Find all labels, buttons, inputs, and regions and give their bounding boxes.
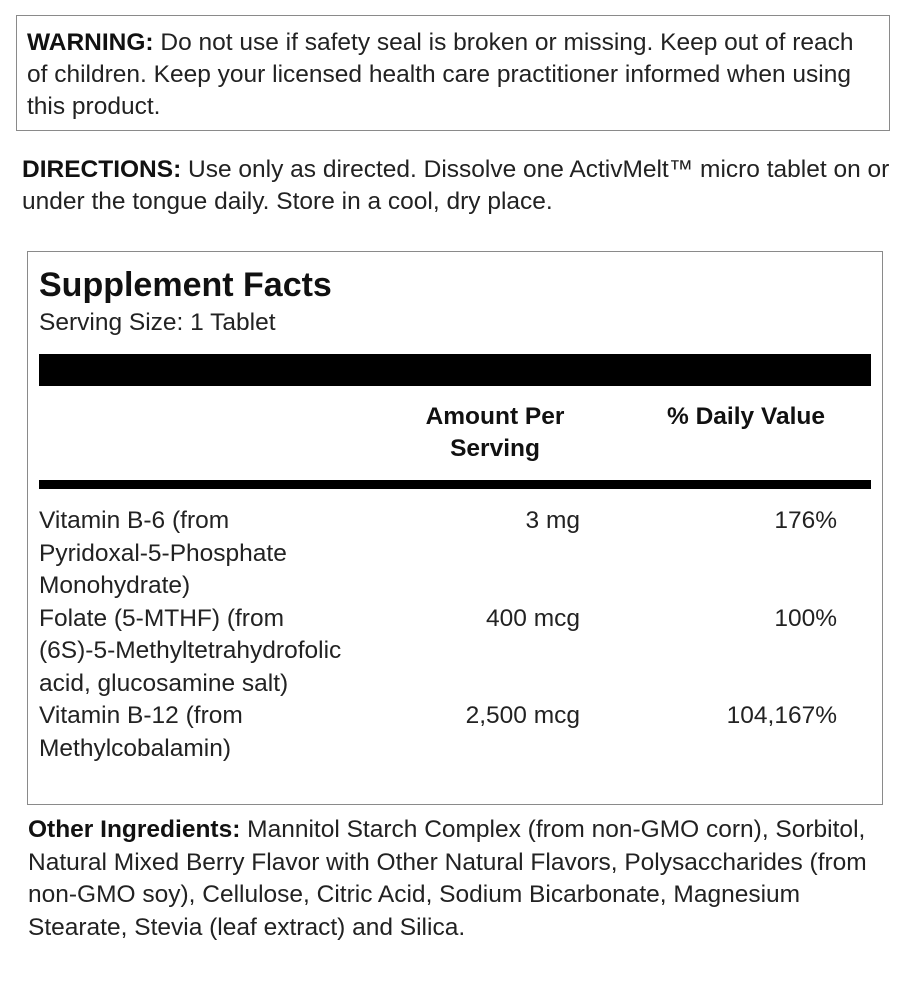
nutrient-name: Vitamin B-12 (from Methylcobalamin) — [39, 702, 243, 762]
supplement-facts-title: Supplement Facts — [39, 266, 332, 304]
warning-box — [16, 15, 890, 131]
nutrient-row — [39, 505, 871, 603]
warning-text: Do not use if safety seal is broken or missing. Keep out of reach of children. Keep your licensed health care practitioner informed when using this product. — [27, 29, 854, 120]
nutrient-amount: 3 mg — [525, 507, 580, 534]
nutrient-row — [39, 603, 871, 701]
serving-size: Serving Size: 1 Tablet — [39, 309, 276, 336]
other-ingredients-label: Other Ingredients: — [28, 816, 241, 843]
directions-text: Use only as directed. Dissolve one ActivMelt™ micro tablet on or under the tongue daily. Store in a cool, dry place. — [22, 156, 890, 215]
nutrient-amount: 400 mcg — [486, 604, 580, 632]
other-ingredients-paragraph — [28, 814, 890, 944]
daily-value-header: % Daily Value — [667, 403, 825, 430]
supplement-facts-panel — [27, 251, 883, 805]
medium-divider — [39, 480, 871, 489]
nutrient-name: Folate (5-MTHF) (from (6S)-5-Methyltetrahydrofolic acid, glucosamine salt) — [39, 604, 342, 697]
nutrient-name: Vitamin B-6 (from Pyridoxal-5-Phosphate Monohydrate) — [39, 507, 287, 599]
other-ingredients-text: Mannitol Starch Complex (from non-GMO corn), Sorbitol, Natural Mixed Berry Flavor with Other Natural Flavors, Polysaccharides (from non-GMO soy), Cellulose, Citric Acid, Sodium Bicarbonate, Magnesium Stearate, Stevia (leaf extract) and Silica. — [28, 816, 867, 941]
nutrient-row — [39, 700, 871, 765]
nutrient-daily-value: 100% — [774, 604, 837, 632]
directions-label: DIRECTIONS: — [22, 156, 182, 183]
directions-paragraph — [22, 154, 890, 218]
amount-per-serving-header: Amount Per Serving — [425, 403, 565, 462]
warning-label: WARNING: — [27, 29, 154, 56]
nutrient-amount: 2,500 mcg — [465, 702, 580, 729]
nutrient-daily-value: 104,167% — [726, 702, 837, 729]
nutrient-daily-value: 176% — [774, 507, 837, 534]
nutrient-list — [39, 505, 871, 765]
thick-divider — [39, 354, 871, 386]
